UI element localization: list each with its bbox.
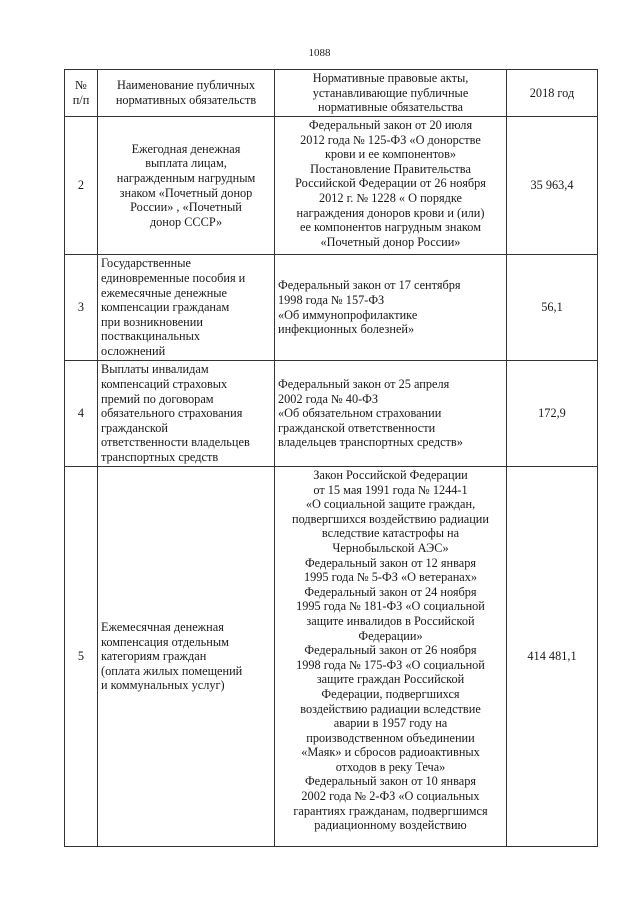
act-line: Федеральный закон от 24 ноября bbox=[304, 584, 477, 599]
act-line: Федеральный закон от 12 января bbox=[304, 555, 477, 570]
obligation-name bbox=[98, 467, 275, 847]
act-line: от 15 мая 1991 года № 1244-1 bbox=[313, 482, 468, 497]
header-year-line: 2018 год bbox=[529, 85, 575, 100]
act-line: «Почетный донор России» bbox=[320, 234, 461, 249]
act-line: 2012 г. № 1228 « О порядке bbox=[318, 190, 463, 205]
header-name-line: нормативных обязательств bbox=[115, 93, 257, 107]
name-line: гражданской bbox=[101, 420, 168, 435]
header-acts-line: устанавливающие публичные bbox=[312, 85, 469, 100]
row-number: 3 bbox=[65, 255, 98, 361]
act-line: Федеральный закон от 10 января bbox=[304, 774, 477, 789]
name-line: Выплаты инвалидам bbox=[101, 362, 209, 377]
amount-2018: 172,9 bbox=[507, 361, 598, 467]
header-number bbox=[65, 70, 98, 117]
act-line: «Маяк» и сбросов радиоактивных bbox=[301, 745, 480, 760]
act-line: аварии в 1957 году на bbox=[333, 716, 448, 731]
row-number: 4 bbox=[65, 361, 98, 467]
header-acts-line: нормативные обязательства bbox=[318, 100, 463, 115]
name-line: компенсация отдельным bbox=[101, 634, 229, 649]
name-line: единовременные пособия и bbox=[101, 271, 246, 286]
act-line: 1995 года № 181-ФЗ «О социальной bbox=[296, 599, 485, 614]
act-line: ее компонентов нагрудным знаком bbox=[300, 220, 481, 235]
header-name-line: Наименование публичных bbox=[116, 78, 256, 93]
amount-2018: 56,1 bbox=[507, 255, 598, 361]
name-line: России» , «Почетный bbox=[130, 200, 242, 215]
header-number-line: № bbox=[75, 78, 87, 93]
act-line: Федеральный закон от 26 ноября bbox=[304, 643, 477, 658]
row-number: 2 bbox=[65, 117, 98, 255]
act-line: 2002 года № 40-ФЗ bbox=[278, 391, 379, 406]
page-number: 1088 bbox=[308, 47, 331, 59]
act-line: радиационному воздействию bbox=[314, 818, 467, 833]
amount-2018: 35 963,4 bbox=[507, 117, 598, 255]
act-line: «Об обязательном страховании bbox=[278, 406, 442, 421]
obligation-name bbox=[98, 361, 275, 467]
act-line: 2002 года № 2-ФЗ «О социальных bbox=[301, 789, 480, 804]
name-line: Ежемесячная денежная bbox=[101, 620, 224, 635]
header-number-line: п/п bbox=[72, 93, 90, 107]
header-legal-acts bbox=[275, 70, 507, 117]
act-line: подвергшихся воздействию радиации bbox=[292, 511, 489, 526]
act-line: «О социальной защите граждан, bbox=[305, 497, 476, 512]
name-line: при возникновении bbox=[101, 314, 203, 329]
act-line: вследствие катастрофы на bbox=[321, 526, 460, 541]
table-row bbox=[65, 467, 598, 847]
act-line: отходов в реку Теча» bbox=[335, 759, 446, 774]
act-line: 1998 года № 175-ФЗ «О социальной bbox=[296, 657, 485, 672]
name-line: донор СССР» bbox=[149, 214, 223, 229]
table-row bbox=[65, 117, 598, 255]
name-line: компенсации гражданам bbox=[101, 300, 230, 315]
act-line: Федеральный закон от 17 сентября bbox=[278, 278, 461, 293]
name-line: обязательного страхования bbox=[101, 406, 243, 421]
act-line: Федерации, подвергшихся bbox=[321, 686, 460, 701]
legal-acts bbox=[275, 361, 507, 467]
act-line: владельцев транспортных средств» bbox=[278, 435, 463, 450]
act-line: Федеральный закон от 25 апреля bbox=[278, 377, 450, 392]
act-line: Федеральный закон от 20 июля bbox=[308, 118, 473, 132]
act-line: 2012 года № 125-ФЗ «О донорстве bbox=[300, 132, 481, 147]
table-row bbox=[65, 255, 598, 361]
act-line: Закон Российской Федерации bbox=[313, 468, 468, 482]
name-line: категориям граждан bbox=[101, 649, 207, 664]
act-line: Федерации» bbox=[358, 628, 423, 643]
act-line: 1995 года № 5-ФЗ «О ветеранах» bbox=[303, 570, 478, 585]
legal-acts bbox=[275, 467, 507, 847]
act-line: гарантиях гражданам, подвергшимся bbox=[293, 803, 488, 818]
act-line: воздействию радиации вследствие bbox=[300, 701, 481, 716]
act-line: защите инвалидов в Российской bbox=[306, 613, 475, 628]
header-obligation-name bbox=[98, 70, 275, 117]
header-acts-line: Нормативные правовые акты, bbox=[312, 71, 469, 86]
table-header-row bbox=[65, 70, 598, 117]
name-line: ежемесячные денежные bbox=[101, 285, 228, 300]
name-line: премий по договорам bbox=[101, 391, 214, 406]
act-line: награждения доноров крови и (или) bbox=[296, 205, 485, 220]
name-line: и коммунальных услуг) bbox=[101, 678, 225, 693]
name-line: поствакцинальных bbox=[101, 329, 200, 344]
name-line: транспортных средств bbox=[101, 449, 219, 464]
name-line: знаком «Почетный донор bbox=[119, 185, 253, 200]
name-line: компенсаций страховых bbox=[101, 377, 228, 392]
name-line: осложнений bbox=[101, 343, 166, 358]
row-number: 5 bbox=[65, 467, 98, 847]
act-line: Российской Федерации от 26 ноября bbox=[295, 176, 486, 191]
act-line: гражданской ответственности bbox=[278, 420, 436, 435]
act-line: «Об иммунопрофилактике bbox=[278, 307, 418, 322]
act-line: инфекционных болезней» bbox=[278, 322, 415, 337]
act-line: Постановление Правительства bbox=[310, 161, 471, 176]
name-line: награжденным нагрудным bbox=[116, 170, 256, 185]
act-line: производственном объединении bbox=[306, 730, 475, 745]
obligations-table bbox=[64, 69, 598, 847]
legal-acts bbox=[275, 117, 507, 255]
act-line: крови и ее компонентов» bbox=[324, 147, 457, 162]
name-line: Ежегодная денежная bbox=[131, 141, 241, 156]
act-line: Чернобыльской АЭС» bbox=[332, 540, 449, 555]
header-year-2018 bbox=[507, 70, 598, 117]
obligation-name bbox=[98, 117, 275, 255]
amount-2018: 414 481,1 bbox=[507, 467, 598, 847]
name-line: (оплата жилых помещений bbox=[101, 663, 243, 678]
name-line: ответственности владельцев bbox=[101, 435, 250, 450]
obligation-name bbox=[98, 255, 275, 361]
act-line: 1998 года № 157-ФЗ bbox=[278, 292, 385, 307]
table-row bbox=[65, 361, 598, 467]
name-line: выплата лицам, bbox=[145, 156, 227, 171]
legal-acts bbox=[275, 255, 507, 361]
name-line: Государственные bbox=[101, 256, 191, 271]
act-line: защите граждан Российской bbox=[316, 672, 465, 687]
